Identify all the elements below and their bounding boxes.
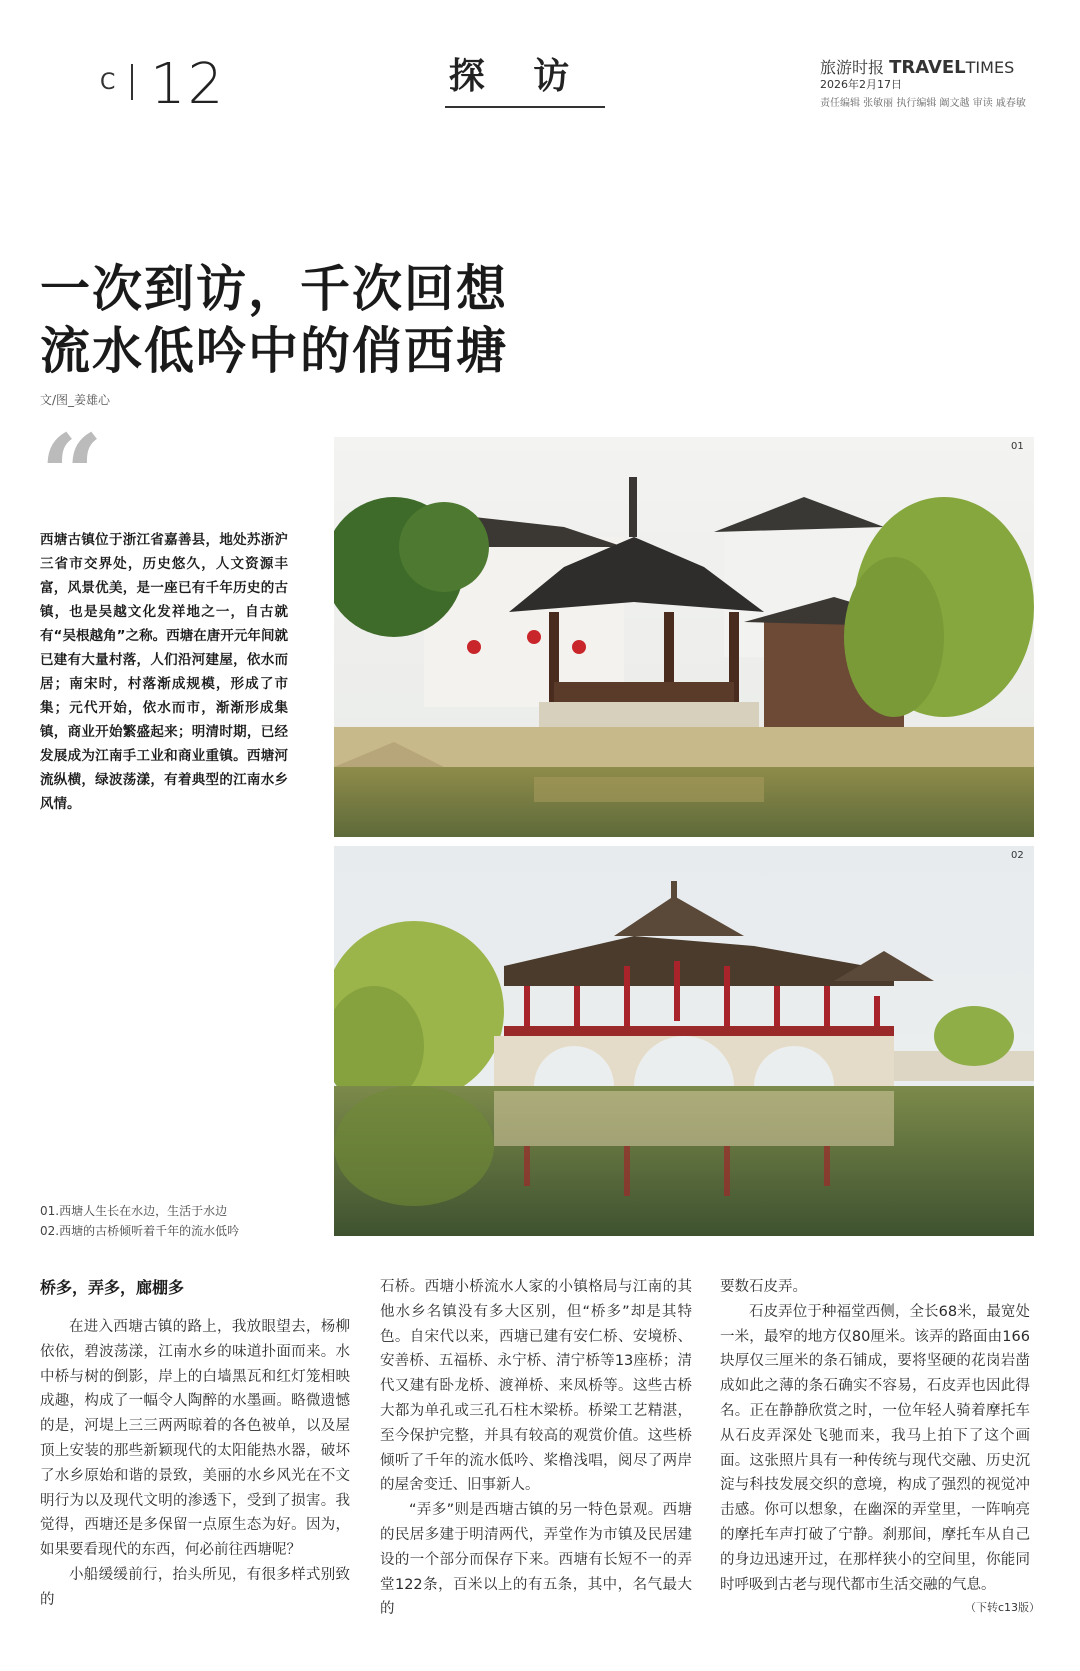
headline [40,258,508,382]
page-number: 12 [150,52,226,117]
bridge-photo-icon [334,846,1034,1236]
section-divider [131,64,133,100]
column-title-underline [445,106,605,108]
photo-caption-2: 02.西塘的古桥倾听着千年的流水低吟 [40,1224,240,1238]
headline-line-2: 流水低吟中的俏西塘 [40,321,508,380]
continued-note: （下转c13版） [965,1601,1041,1614]
quote-mark-icon: “ [40,410,104,539]
section-subheading: 桥多，弄多，廊棚多 [40,1278,185,1297]
masthead-brand [820,55,1014,78]
intro-paragraph: 西塘古镇位于浙江省嘉善县，地处苏浙沪三省市交界处，历史悠久，人文资源丰富，风景优美，是一座已有千年历史的古镇，也是吴越文化发祥地之一，自古就有“吴根越角”之称。西塘在唐开元年间就已建有大量村落，人们沿河建屋，依水而居；南宋时，村落渐成规模，形成了市集；元代开始，依水而市，渐渐形成集镇，商业开始繁盛起来；明清时期，已经发展成为江南手工业和商业重镇。西塘河流纵横，绿波荡漾，有着典型的江南水乡风情。 [40,532,288,812]
body-paragraph: 在进入西塘古镇的路上，我放眼望去，杨柳依依，碧波荡漾，江南水乡的味道扑面而来。水中桥与树的倒影，岸上的白墙黑瓦和红灯笼相映成趣，构成了一幅令人陶醉的水墨画。略微遗憾的是，河堤上三三两两晾着的各色被单，以及屋顶上安装的那些新颖现代的太阳能热水器，破坏了水乡原始和谐的景致，美丽的水乡风光在不文明行为以及现代文明的渗透下，受到了损害。我觉得，西塘还是多保留一点原生态为好。因为，如果要看现代的东西，何必前往西塘呢？ [40,1319,350,1559]
photo-number-badge: 01 [1011,441,1024,452]
section-letter: C [100,70,118,95]
photo-pavilion [334,437,1034,837]
photo-caption-1: 01.西塘人生长在水边，生活于水边 [40,1204,228,1218]
body-column-1 [40,1315,350,1613]
body-column-2 [380,1275,692,1622]
photo-number-badge: 02 [1011,850,1024,861]
body-paragraph: “弄多”则是西塘古镇的另一特色景观。西塘的民居多建于明清两代，弄堂作为市镇及民居建设的一个部分而保存下来。西塘有长短不一的弄堂122条，百米以上的有五条，其中，名气最大的 [380,1502,692,1618]
column-title: 探 访 [448,56,588,97]
brand-cn: 旅游时报 [820,58,885,77]
editor-credits: 责任编辑 张敏丽 执行编辑 阚文越 审读 戚春敏 [820,98,1026,109]
pavilion-photo-icon [334,437,1034,837]
photo-bridge [334,846,1034,1236]
body-paragraph: 石皮弄位于种福堂西侧，全长68米，最宽处一米，最窄的地方仅80厘米。该弄的路面由166块厚仅三厘米的条石铺成，要将坚硬的花岗岩凿成如此之薄的条石确实不容易，石皮弄也因此得名。正在静静欣赏之时，一位年轻人骑着摩托车从石皮弄深处飞驰而来，我马上拍下了这个画面。这张照片具有一种传统与现代交融、历史沉淀与科技发展交织的意境，构成了强烈的视觉冲击感。你可以想象，在幽深的弄堂里，一阵响亮的摩托车声打破了宁静。刹那间，摩托车从自己的身边迅速开过，在那样狭小的空间里，你能同时呼吸到古老与现代都市生活交融的气息。 [720,1303,1030,1593]
body-column-3 [720,1275,1030,1597]
body-paragraph: 要数石皮弄。 [720,1279,807,1295]
body-paragraph: 小船缓缓前行，抬头所见，有很多样式别致的 [40,1566,350,1608]
issue-date: 2026年2月17日 [820,78,902,91]
headline-line-1: 一次到访，千次回想 [40,259,508,318]
brand-en: TIMES [965,58,1015,77]
byline: 文/图_姜雄心 [40,393,111,407]
body-paragraph: 石桥。西塘小桥流水人家的小镇格局与江南的其他水乡名镇没有多大区别，但“桥多”却是其特色。自宋代以来，西塘已建有安仁桥、安境桥、安善桥、五福桥、永宁桥、清宁桥等13座桥；清代又建有卧龙桥、渡禅桥、来凤桥等。这些古桥大都为单孔或三孔石柱木梁桥。桥梁工艺精湛，至今保护完整，并具有较高的观赏价值。这些桥倾听了千年的流水低吟、桨橹浅唱，阅尽了两岸的屋舍变迁、旧事新人。 [380,1279,692,1494]
brand-en-bold: TRAVEL [889,57,966,78]
